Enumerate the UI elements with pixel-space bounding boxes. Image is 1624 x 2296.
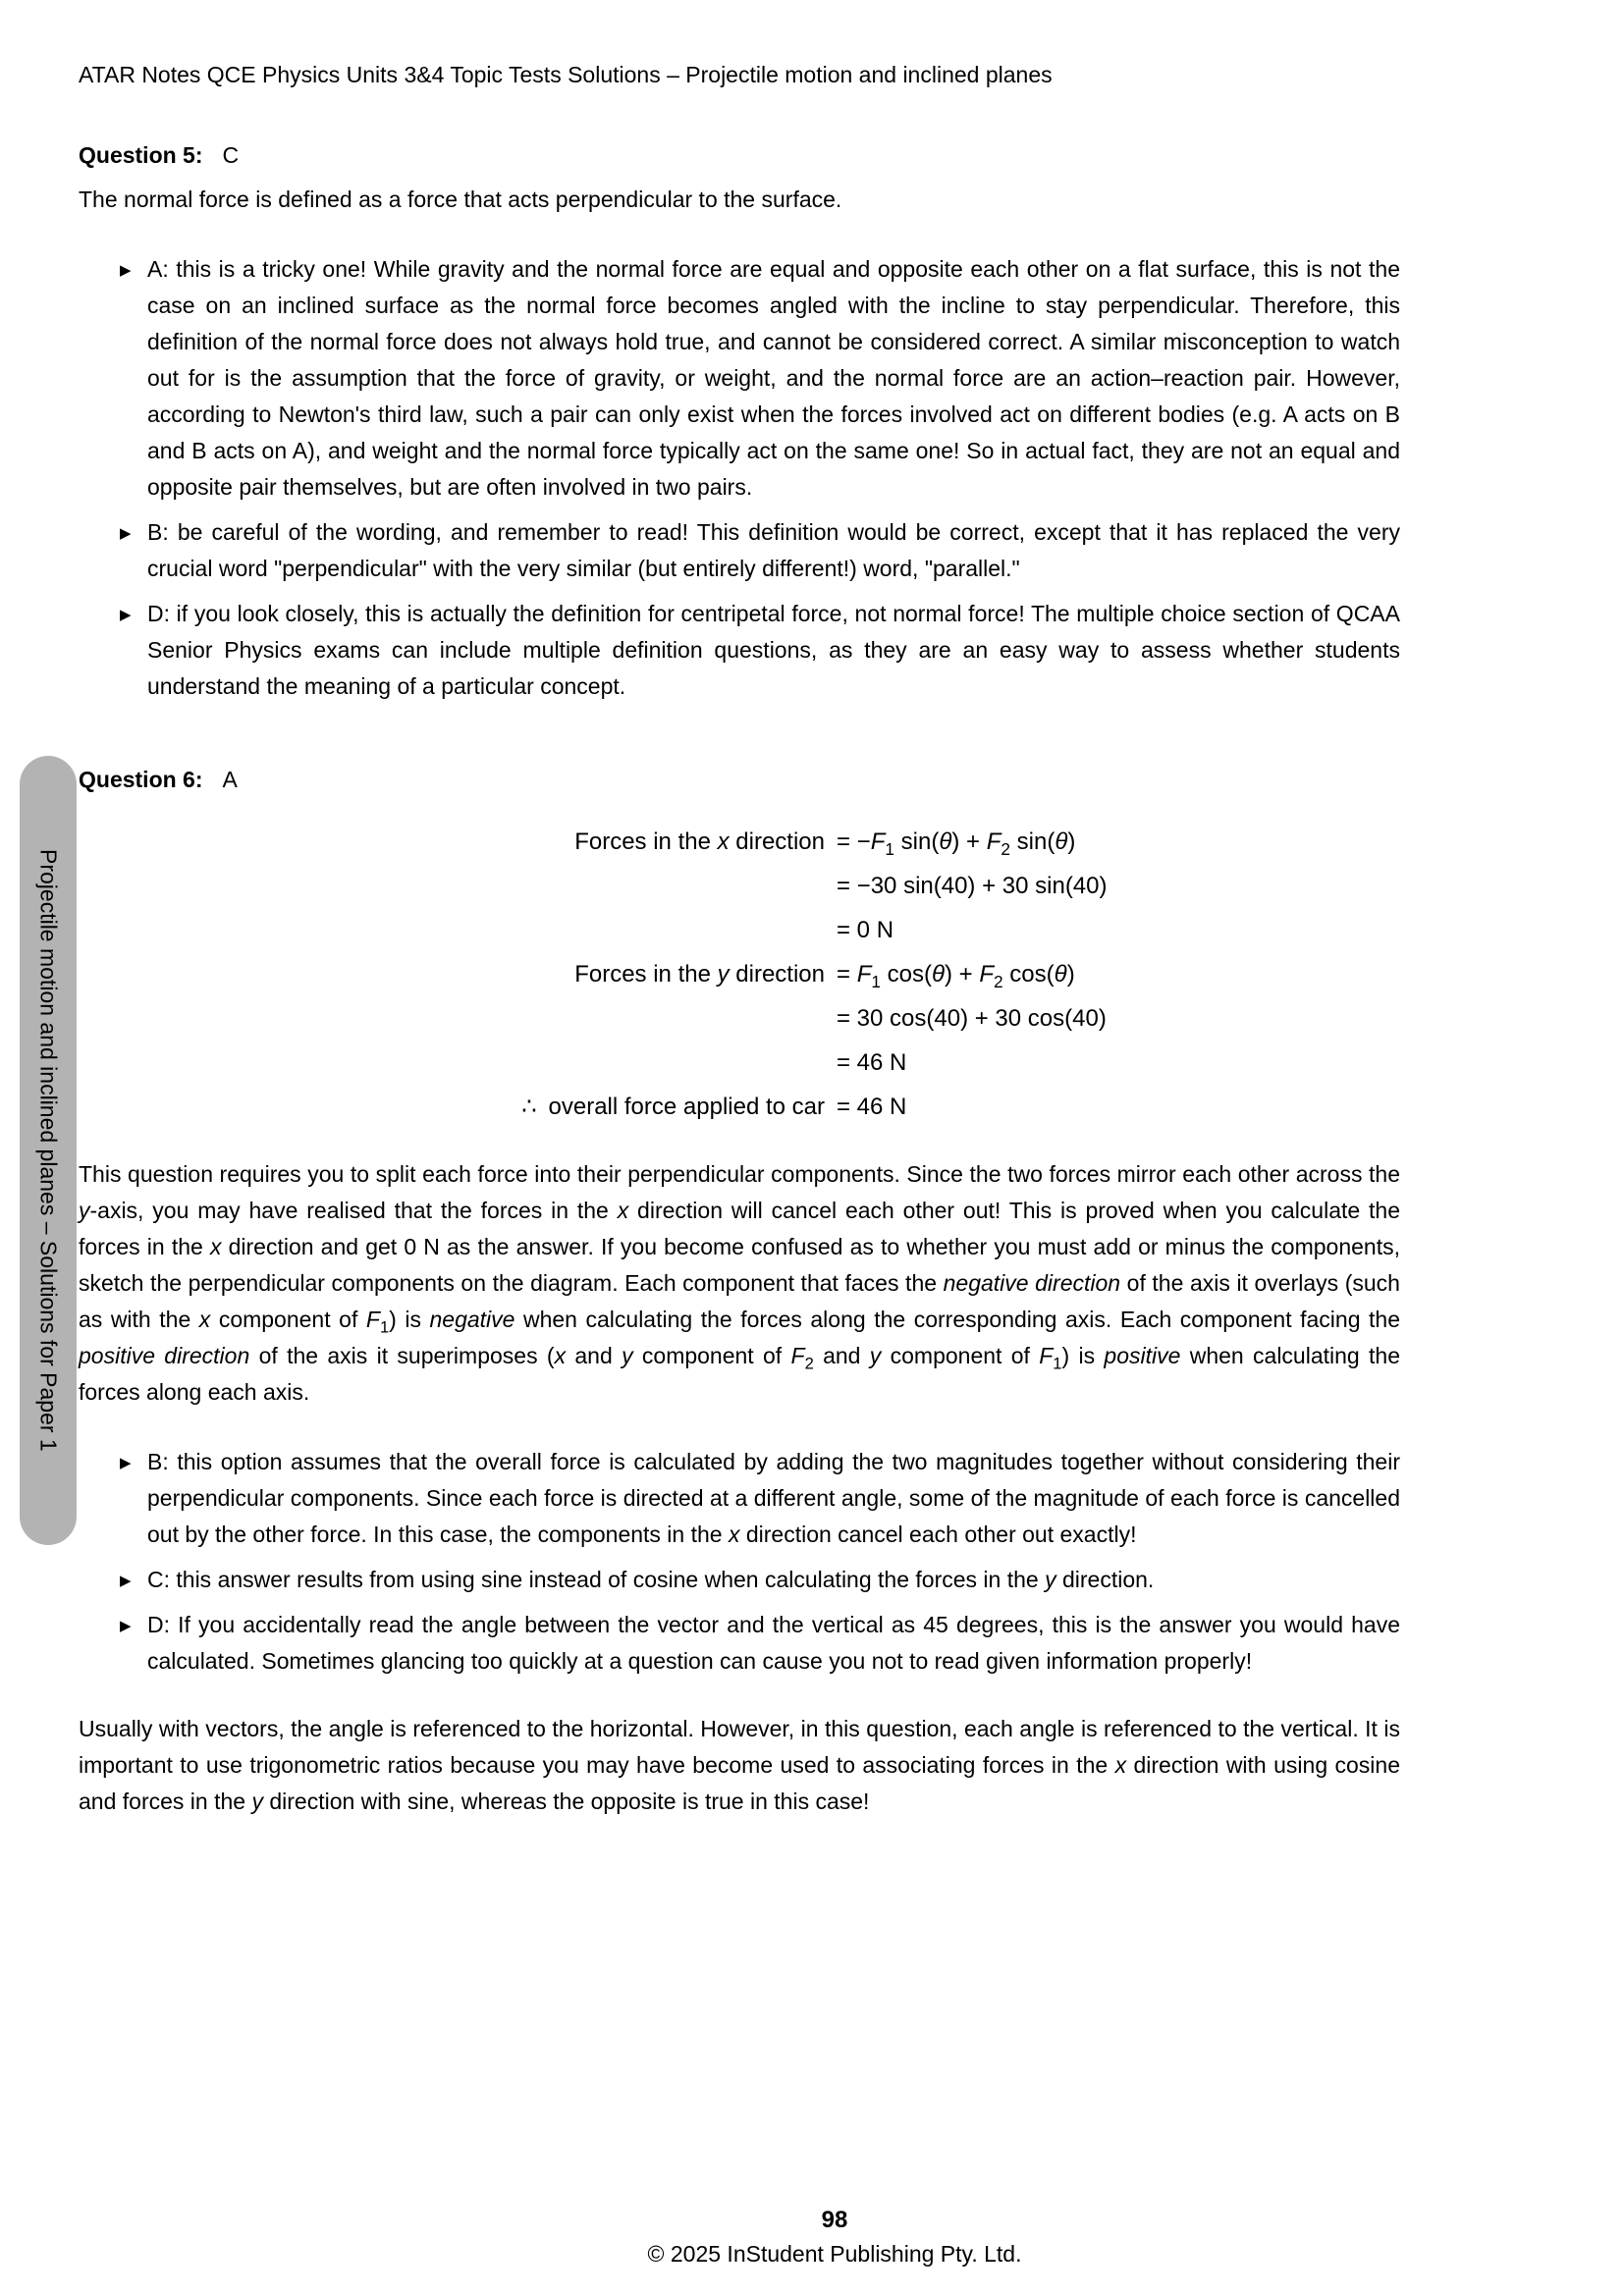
question-6-answer: A xyxy=(222,767,238,792)
bullet-text: B: this option assumes that the overall force is calculated by adding the two magnitudes together without considering their perpendicular components. Since each force is directed at a different angle, some of the magnitude of each force is cancelled out by the other force. In this case, the components in the x direction cancel each other out exactly! xyxy=(147,1449,1400,1547)
page-content xyxy=(79,137,1400,1820)
bullet-item-d xyxy=(79,596,1400,705)
equation-label: Forces in the x direction xyxy=(574,828,825,855)
bullet-triangle-icon: ▶ xyxy=(120,261,132,279)
equation-expression: = −30 sin(40) + 30 sin(40) xyxy=(837,873,1108,899)
bullet-text: A: this is a tricky one! While gravity and the normal force are equal and opposite each other on a flat surface, this is not the case on an inclined surface as the normal force becomes angled with the incline to stay perpendicular. Therefore, this definition of the normal force does not always hold true, and cannot be considered correct. A similar misconception to watch out for is the assumption that the force of gravity, or weight, and the normal force are an action–reaction pair. However, according to Newton's third law, such a pair can only exist when the forces involved act on different bodies (e.g. A acts on B and B acts on A), and weight and the normal force typically act on the same one! So in actual fact, they are not an equal and opposite pair themselves, but are often involved in two pairs. xyxy=(147,256,1400,500)
bullet-text: D: if you look closely, this is actually the definition for centripetal force, not normal force! The multiple choice section of QCAA Senior Physics exams can include multiple definition questions, as they are an easy way to assess whether students understand the meaning of a particular concept. xyxy=(147,601,1400,699)
bullet-text: B: be careful of the wording, and remember to read! This definition would be correct, except that it has replaced the very crucial word "perpendicular" with the very similar (but entirely different!) word, "parallel." xyxy=(147,519,1400,581)
equation-expression: = 46 N xyxy=(837,1049,907,1076)
bullet-triangle-icon: ▶ xyxy=(120,606,132,623)
equation-expression: = 30 cos(40) + 30 cos(40) xyxy=(837,1005,1107,1032)
equation-expression: = 46 N xyxy=(837,1094,907,1120)
bullet-triangle-icon: ▶ xyxy=(120,1617,132,1634)
equation-label xyxy=(79,912,837,948)
question-6-section xyxy=(79,762,1400,1820)
question-6-note: Usually with vectors, the angle is referenced to the horizontal. However, in this question, each angle is referenced to the vertical. It is important to use trigonometric ratios because you may have become used to associating forces in the x direction with using cosine and forces in the y direction with sine, whereas the opposite is true in this case! xyxy=(79,1716,1400,1814)
page-number: 98 xyxy=(821,2207,848,2233)
page-footer xyxy=(45,2205,1624,2271)
bullet-item-b xyxy=(79,514,1400,587)
question-6-label: Question 6: xyxy=(79,767,203,792)
question-6-bullets xyxy=(79,1444,1400,1680)
bullet-item-a xyxy=(79,251,1400,506)
equation-label-therefore: ∴ overall force applied to car xyxy=(521,1094,825,1120)
question-5-intro: The normal force is defined as a force that acts perpendicular to the surface. xyxy=(79,187,842,212)
equation-label: Forces in the y direction xyxy=(574,961,825,988)
equation-label xyxy=(79,1044,837,1081)
bullet-item-c xyxy=(79,1562,1400,1598)
bullet-text: D: If you accidentally read the angle between the vector and the vertical as 45 degrees, this is the answer you would have calculated. Sometimes glancing too quickly at a question can cause you not to read given information properly! xyxy=(147,1612,1400,1674)
question-5-section xyxy=(79,137,1400,705)
side-tab-label: Projectile motion and inclined planes – Solutions for Paper 1 xyxy=(35,849,62,1452)
bullet-triangle-icon: ▶ xyxy=(120,1572,132,1589)
question-6-heading xyxy=(79,762,1400,798)
worked-equations xyxy=(79,824,1400,1125)
bullet-item-b xyxy=(79,1444,1400,1553)
equation-label xyxy=(79,1000,837,1037)
question-5-answer: C xyxy=(222,142,240,168)
side-tab xyxy=(20,756,77,1545)
page-header-title: ATAR Notes QCE Physics Units 3&4 Topic Tests Solutions – Projectile motion and inclined planes xyxy=(79,62,1053,87)
question-6-explanation: This question requires you to split each force into their perpendicular components. Since the two forces mirror each other across the y-axis, you may have realised that the forces in the x direction will cancel each other out! This is proved when you calculate the forces in the x direction and get 0 N as the answer. If you become confused as to whether you must add or minus the components, sketch the perpendicular components on the diagram. Each component that faces the negative direction of the axis it overlays (such as with the x component of $F_1$) is negative when calculating the forces along the corresponding axis. Each component facing the positive direction of the axis it superimposes (x and y component of $F_2$ and y component of $F_1$) is positive when calculating the forces along each axis. xyxy=(79,1161,1400,1405)
copyright-line: © 2025 InStudent Publishing Pty. Ltd. xyxy=(647,2241,1022,2267)
bullet-item-d xyxy=(79,1607,1400,1680)
equation-expression: = $F_1$ $\cos(\theta) + F_2$ cos(θ) xyxy=(837,961,1075,991)
equation-label xyxy=(79,868,837,904)
question-5-bullets xyxy=(79,251,1400,705)
equation-expression: = $-F_1$ $\sin(\theta) + F_2$ sin(θ) xyxy=(837,828,1076,859)
bullet-triangle-icon: ▶ xyxy=(120,1454,132,1471)
question-5-heading xyxy=(79,137,1400,174)
bullet-triangle-icon: ▶ xyxy=(120,524,132,542)
bullet-text: C: this answer results from using sine instead of cosine when calculating the forces in the y direction. xyxy=(147,1567,1155,1592)
question-5-label: Question 5: xyxy=(79,142,203,168)
equation-expression: = 0 N xyxy=(837,917,894,943)
